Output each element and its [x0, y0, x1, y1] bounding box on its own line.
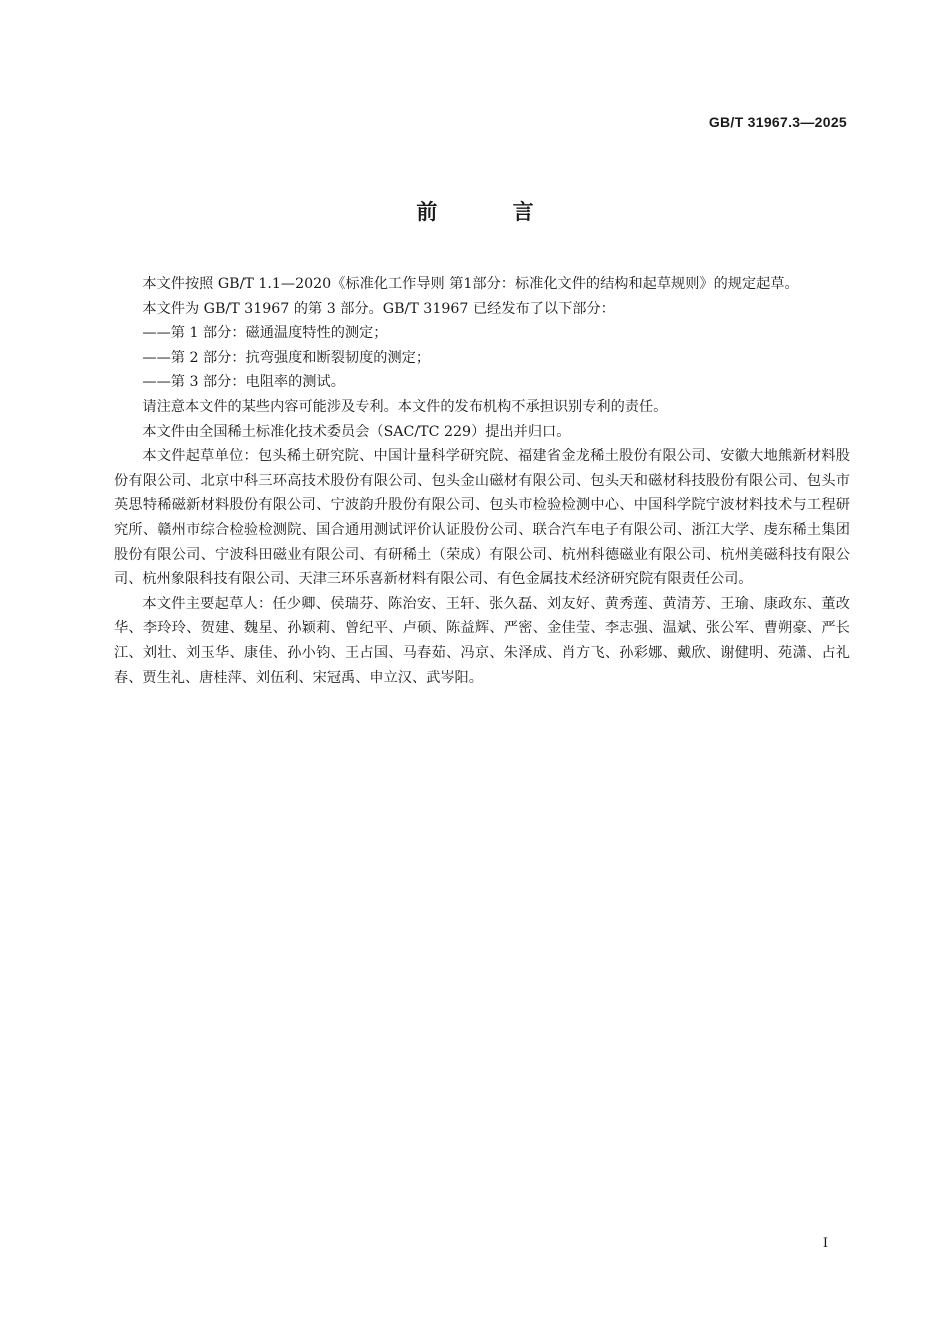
foreword-body: [114, 272, 850, 690]
paragraph-parts-intro: 本文件为 GB/T 31967 的第 3 部分。GB/T 31967 已经发布了以下部分：: [142, 300, 615, 317]
paragraph-drafting-units: 本文件起草单位：包头稀土研究院、中国计量科学研究院、福建省金龙稀土股份有限公司、安徽大地熊新材料股份有限公司、北京中科三环高技术股份有限公司、包头金山磁材有限公司、包头天和磁材科技股份有限公司、包头市英思特稀磁新材料股份有限公司、宁波韵升股份有限公司、包头市检验检测中心、中国科学院宁波材料技术与工程研究所、赣州市综合检验检测院、国合通用测试评价认证股份公司、联合汽车电子有限公司、浙江大学、虔东稀土集团股份有限公司、宁波科田磁业有限公司、有研稀土（荣成）有限公司、杭州科德磁业有限公司、杭州美磁科技有限公司、杭州象限科技有限公司、天津三环乐喜新材料有限公司、有色金属技术经济研究院有限责任公司。: [114, 448, 850, 588]
paragraph-proposer: 本文件由全国稀土标准化技术委员会（SAC/TC 229）提出并归口。: [142, 423, 571, 440]
list-item-part-3: ——第 3 部分：电阻率的测试。: [142, 374, 345, 391]
paragraph-drafting-rules: 本文件按照 GB/T 1.1—2020《标准化工作导则 第1部分：标准化文件的结构和起草规则》的规定起草。: [142, 276, 799, 292]
paragraph-patent-notice: 请注意本文件的某些内容可能涉及专利。本文件的发布机构不承担识别专利的责任。: [142, 398, 668, 415]
standard-number: GB/T 31967.3—2025: [708, 114, 847, 130]
page-title: 前 言: [416, 200, 568, 224]
paragraph-drafters: 本文件主要起草人：任少卿、侯瑞芬、陈治安、王轩、张久磊、刘友好、黄秀莲、黄清芳、王瑜、康政东、董改华、李玲玲、贺建、魏星、孙颖莉、曾纪平、卢硕、陈益辉、严密、金佳莹、李志强、温斌、张公军、曹朔豪、严长江、刘壮、刘玉华、康佳、孙小钧、王占国、马春茹、冯京、朱泽成、肖方飞、孙彩娜、戴欣、谢健明、苑潇、占礼春、贾生礼、唐桂萍、刘伍利、宋冠禹、申立汉、武岑阳。: [114, 595, 850, 686]
list-item-part-2: ——第 2 部分：抗弯强度和断裂韧度的测定；: [142, 349, 431, 366]
list-item-part-1: ——第 1 部分：磁通温度特性的测定；: [142, 325, 388, 342]
page-number: I: [822, 1236, 828, 1251]
